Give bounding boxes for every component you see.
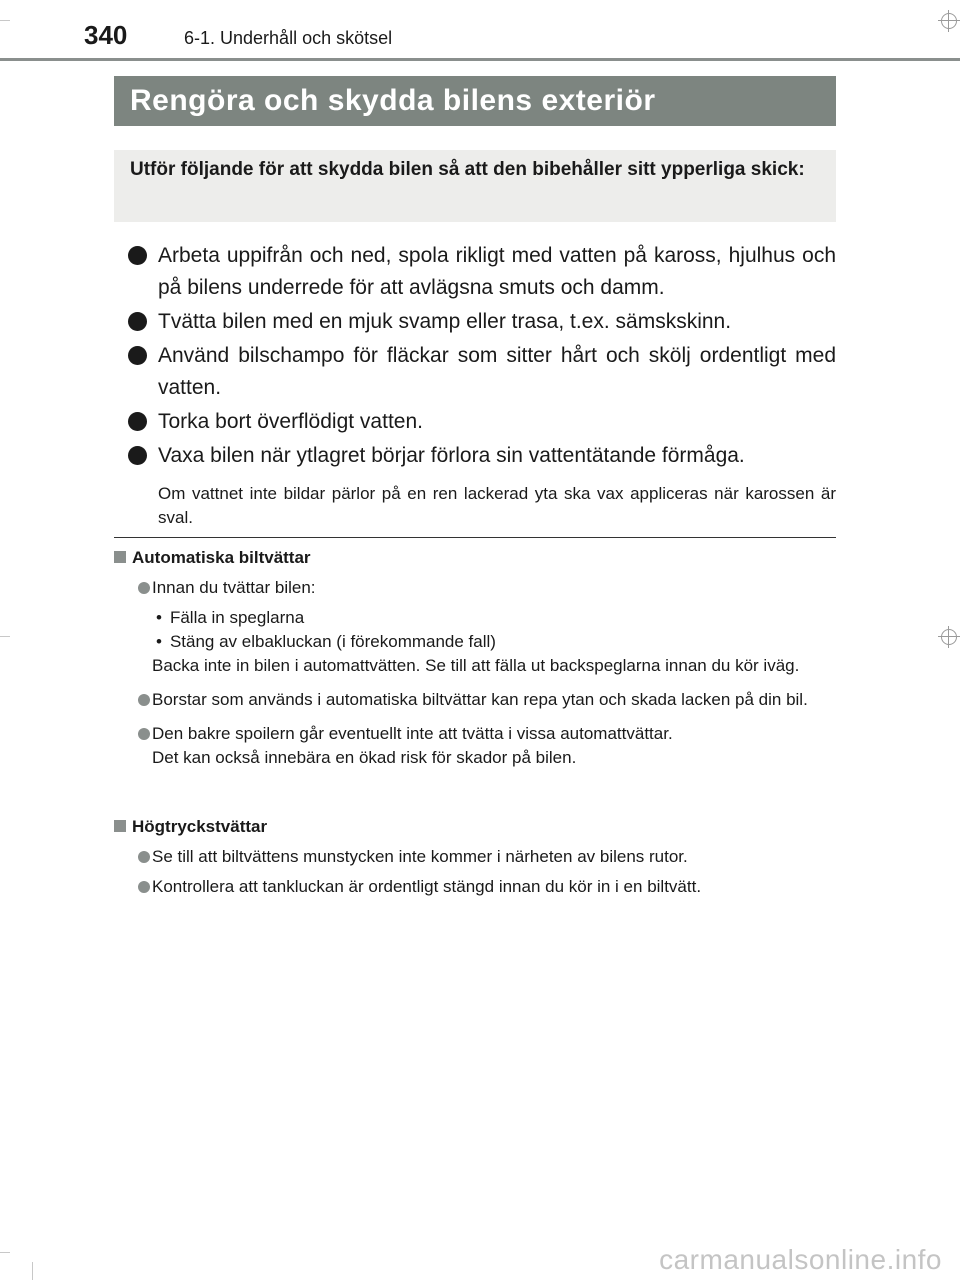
crop-mark (32, 1262, 33, 1280)
sub-item (114, 688, 836, 712)
sub-bullet (152, 606, 836, 630)
title-bar (114, 76, 836, 126)
bullet-icon (128, 312, 147, 331)
bullet-char: • (156, 632, 162, 651)
high-pressure-section (114, 815, 836, 899)
square-bullet-icon (114, 820, 126, 832)
bullet-icon (138, 881, 150, 893)
sub-item-extra: Backa inte in bilen i automattvätten. Se till att fälla ut backspeglarna innan du kör iväg. (152, 656, 800, 675)
list-item (128, 440, 836, 472)
square-bullet-icon (114, 551, 126, 563)
sub-item (114, 722, 836, 770)
header-rule (0, 58, 960, 61)
sub-item (114, 875, 836, 899)
page-title: Rengöra och skydda bilens exteriör (130, 84, 656, 117)
bullet-char: • (156, 608, 162, 627)
crop-mark (0, 636, 10, 637)
bullet-icon (138, 582, 150, 594)
sub-item-text: Borstar som används i automatiska biltvättar kan repa ytan och skada lacken på din bil. (152, 690, 808, 709)
watermark: carmanualsonline.info (659, 1244, 942, 1275)
bullet-icon (138, 694, 150, 706)
sub-item-text: Innan du tvättar bilen: (152, 578, 316, 597)
bullet-icon (138, 728, 150, 740)
bullet-icon (128, 412, 147, 431)
sub-bullet-text: Fälla in speglarna (169, 608, 305, 627)
wax-note: Om vattnet inte bildar pärlor på en ren lackerad yta ska vax appliceras när karossen är sval. (158, 484, 836, 527)
bullet-icon (128, 346, 147, 365)
list-item (128, 240, 836, 304)
sub-item (114, 845, 836, 869)
list-item (128, 306, 836, 338)
sub-bullet-list (114, 606, 836, 654)
sub-item (114, 576, 836, 600)
list-item-text: Vaxa bilen när ytlagret börjar förlora sin vattentätande förmåga. (158, 444, 745, 467)
main-list (128, 240, 836, 530)
list-item (128, 406, 836, 438)
registration-mark-icon (938, 10, 960, 32)
sub-bullet (152, 630, 836, 654)
list-item-text: Torka bort överflödigt vatten. (158, 410, 423, 433)
list-item (128, 340, 836, 404)
list-item-text: Tvätta bilen med en mjuk svamp eller trasa, t.ex. sämskskinn. (158, 310, 732, 333)
registration-mark-icon (938, 626, 960, 648)
sub-bullet-text: Stäng av elbakluckan (i förekommande fall) (169, 632, 496, 651)
bullet-icon (138, 851, 150, 863)
section-heading: Högtryckstvättar (114, 815, 836, 839)
sub-item-text: Se till att biltvättens munstycken inte kommer i närheten av bilens rutor. (152, 847, 688, 866)
list-item-text: Arbeta uppifrån och ned, spola rikligt med vatten på kaross, hjulhus och på bilens underrede för att avlägsna smuts och damm. (158, 244, 836, 299)
list-item-text: Använd bilschampo för fläckar som sitter hårt och skölj ordentligt med vatten. (158, 344, 836, 399)
sub-item-text: Kontrollera att tankluckan är ordentligt stängd innan du kör in i en biltvätt. (152, 877, 702, 896)
section-reference: 6-1. Underhåll och skötsel (184, 28, 393, 48)
section-heading: Automatiska biltvättar (114, 546, 836, 570)
section-divider (114, 537, 836, 538)
sub-item-text: Den bakre spoilern går eventuellt inte att tvätta i vissa automattvättar. (152, 724, 673, 743)
page-number: 340 (84, 20, 128, 50)
intro-box (114, 150, 836, 222)
crop-mark (0, 20, 10, 21)
crop-mark (0, 1252, 10, 1253)
bullet-icon (128, 446, 147, 465)
automatic-carwash-section (114, 546, 836, 770)
bullet-icon (128, 246, 147, 265)
sub-item-text: Det kan också innebära en ökad risk för skador på bilen. (152, 748, 577, 767)
intro-text: Utför följande för att skydda bilen så att den bibehåller sitt ypperliga skick: (130, 159, 805, 180)
